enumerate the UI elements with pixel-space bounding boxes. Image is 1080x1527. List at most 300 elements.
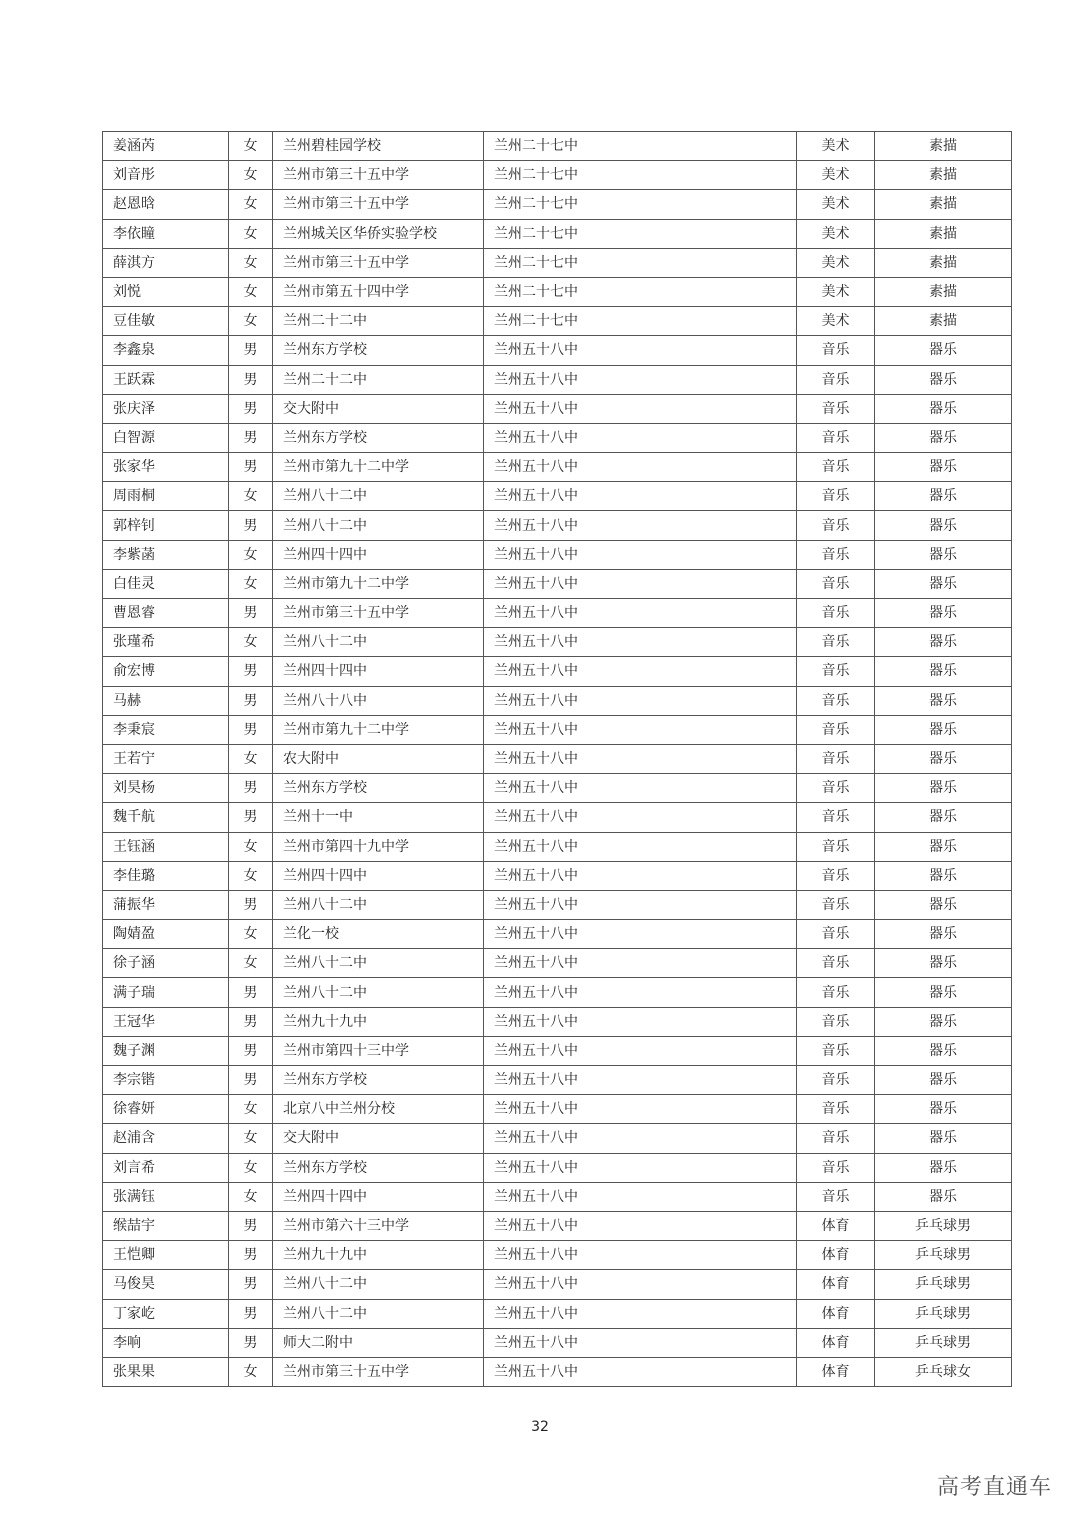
subject-cell: 音乐 [797, 1095, 875, 1124]
admitted-school-cell: 兰州二十七中 [484, 190, 797, 219]
gender-cell: 女 [229, 540, 273, 569]
gender-cell: 男 [229, 686, 273, 715]
table-row [103, 365, 1012, 394]
subject-cell: 音乐 [797, 511, 875, 540]
specialty-cell: 器乐 [875, 569, 1012, 598]
subject-cell: 音乐 [797, 540, 875, 569]
table-row [103, 832, 1012, 861]
admitted-school-cell: 兰州五十八中 [484, 482, 797, 511]
gender-cell: 男 [229, 336, 273, 365]
gender-cell: 男 [229, 1270, 273, 1299]
admitted-school-cell: 兰州五十八中 [484, 423, 797, 452]
table-row [103, 949, 1012, 978]
origin-school-cell: 兰州二十二中 [273, 307, 484, 336]
specialty-cell: 器乐 [875, 774, 1012, 803]
gender-cell: 男 [229, 1066, 273, 1095]
gender-cell: 男 [229, 1211, 273, 1240]
admitted-school-cell: 兰州五十八中 [484, 1036, 797, 1065]
subject-cell: 音乐 [797, 1066, 875, 1095]
gender-cell: 女 [229, 307, 273, 336]
table-row [103, 394, 1012, 423]
name-cell: 豆佳敏 [103, 307, 229, 336]
subject-cell: 音乐 [797, 949, 875, 978]
admitted-school-cell: 兰州五十八中 [484, 1095, 797, 1124]
origin-school-cell: 兰州四十四中 [273, 657, 484, 686]
subject-cell: 美术 [797, 161, 875, 190]
subject-cell: 音乐 [797, 599, 875, 628]
subject-cell: 音乐 [797, 1182, 875, 1211]
name-cell: 曹恩睿 [103, 599, 229, 628]
table-row [103, 657, 1012, 686]
name-cell: 陶婧盈 [103, 920, 229, 949]
origin-school-cell: 兰州八十二中 [273, 628, 484, 657]
gender-cell: 男 [229, 599, 273, 628]
specialty-cell: 器乐 [875, 1153, 1012, 1182]
table-row [103, 1095, 1012, 1124]
gender-cell: 女 [229, 1153, 273, 1182]
specialty-cell: 器乐 [875, 423, 1012, 452]
specialty-cell: 器乐 [875, 365, 1012, 394]
gender-cell: 女 [229, 248, 273, 277]
admitted-school-cell: 兰州五十八中 [484, 978, 797, 1007]
name-cell: 王冠华 [103, 1007, 229, 1036]
table-row [103, 715, 1012, 744]
origin-school-cell: 兰州八十二中 [273, 1270, 484, 1299]
admitted-school-cell: 兰州五十八中 [484, 599, 797, 628]
table-row [103, 1328, 1012, 1357]
name-cell: 白智源 [103, 423, 229, 452]
subject-cell: 音乐 [797, 569, 875, 598]
origin-school-cell: 兰州东方学校 [273, 1066, 484, 1095]
subject-cell: 音乐 [797, 861, 875, 890]
table-row [103, 423, 1012, 452]
subject-cell: 体育 [797, 1270, 875, 1299]
subject-cell: 音乐 [797, 453, 875, 482]
gender-cell: 男 [229, 803, 273, 832]
admitted-school-cell: 兰州五十八中 [484, 1241, 797, 1270]
name-cell: 赵浦含 [103, 1124, 229, 1153]
admitted-school-cell: 兰州五十八中 [484, 1211, 797, 1240]
name-cell: 薛淇方 [103, 248, 229, 277]
specialty-cell: 器乐 [875, 394, 1012, 423]
gender-cell: 女 [229, 190, 273, 219]
gender-cell: 女 [229, 1182, 273, 1211]
table-row [103, 1036, 1012, 1065]
gender-cell: 女 [229, 277, 273, 306]
specialty-cell: 器乐 [875, 482, 1012, 511]
subject-cell: 音乐 [797, 890, 875, 919]
subject-cell: 音乐 [797, 832, 875, 861]
subject-cell: 音乐 [797, 715, 875, 744]
subject-cell: 音乐 [797, 365, 875, 394]
gender-cell: 女 [229, 1124, 273, 1153]
origin-school-cell: 兰州市第四十三中学 [273, 1036, 484, 1065]
specialty-cell: 乒乓球女 [875, 1357, 1012, 1386]
gender-cell: 女 [229, 161, 273, 190]
gender-cell: 女 [229, 628, 273, 657]
admitted-school-cell: 兰州五十八中 [484, 394, 797, 423]
specialty-cell: 器乐 [875, 1007, 1012, 1036]
table-row [103, 978, 1012, 1007]
subject-cell: 音乐 [797, 1124, 875, 1153]
admitted-school-cell: 兰州五十八中 [484, 657, 797, 686]
gender-cell: 女 [229, 482, 273, 511]
origin-school-cell: 兰州东方学校 [273, 774, 484, 803]
admitted-school-cell: 兰州五十八中 [484, 1007, 797, 1036]
origin-school-cell: 兰州市第四十九中学 [273, 832, 484, 861]
gender-cell: 男 [229, 1299, 273, 1328]
specialty-cell: 乒乓球男 [875, 1270, 1012, 1299]
subject-cell: 美术 [797, 248, 875, 277]
name-cell: 张满钰 [103, 1182, 229, 1211]
name-cell: 刘悦 [103, 277, 229, 306]
specialty-cell: 器乐 [875, 803, 1012, 832]
origin-school-cell: 兰州四十四中 [273, 861, 484, 890]
specialty-cell: 器乐 [875, 599, 1012, 628]
table-row [103, 277, 1012, 306]
watermark-text: 高考直通车 [936, 1475, 1052, 1500]
admitted-school-cell: 兰州五十八中 [484, 890, 797, 919]
specialty-cell: 素描 [875, 277, 1012, 306]
subject-cell: 音乐 [797, 774, 875, 803]
table-row [103, 1066, 1012, 1095]
specialty-cell: 器乐 [875, 511, 1012, 540]
gender-cell: 女 [229, 1095, 273, 1124]
name-cell: 白佳灵 [103, 569, 229, 598]
specialty-cell: 乒乓球男 [875, 1241, 1012, 1270]
admitted-school-cell: 兰州五十八中 [484, 1357, 797, 1386]
origin-school-cell: 兰州八十二中 [273, 890, 484, 919]
origin-school-cell: 兰州八十二中 [273, 978, 484, 1007]
admitted-school-cell: 兰州五十八中 [484, 686, 797, 715]
name-cell: 李宗锴 [103, 1066, 229, 1095]
gender-cell: 男 [229, 657, 273, 686]
origin-school-cell: 兰州市第五十四中学 [273, 277, 484, 306]
table-row [103, 1124, 1012, 1153]
admitted-school-cell: 兰州五十八中 [484, 1066, 797, 1095]
gender-cell: 男 [229, 978, 273, 1007]
origin-school-cell: 兰化一校 [273, 920, 484, 949]
table-row [103, 774, 1012, 803]
specialty-cell: 器乐 [875, 949, 1012, 978]
origin-school-cell: 兰州市第九十二中学 [273, 715, 484, 744]
gender-cell: 男 [229, 423, 273, 452]
origin-school-cell: 兰州四十四中 [273, 540, 484, 569]
admitted-school-cell: 兰州五十八中 [484, 365, 797, 394]
origin-school-cell: 北京八中兰州分校 [273, 1095, 484, 1124]
specialty-cell: 乒乓球男 [875, 1328, 1012, 1357]
admitted-school-cell: 兰州五十八中 [484, 861, 797, 890]
admitted-school-cell: 兰州五十八中 [484, 1153, 797, 1182]
subject-cell: 体育 [797, 1299, 875, 1328]
admitted-school-cell: 兰州五十八中 [484, 920, 797, 949]
name-cell: 李秉宸 [103, 715, 229, 744]
table-row [103, 307, 1012, 336]
gender-cell: 男 [229, 511, 273, 540]
name-cell: 马俊昊 [103, 1270, 229, 1299]
admitted-school-cell: 兰州五十八中 [484, 628, 797, 657]
gender-cell: 男 [229, 890, 273, 919]
name-cell: 缑喆宇 [103, 1211, 229, 1240]
admitted-school-cell: 兰州二十七中 [484, 248, 797, 277]
subject-cell: 音乐 [797, 482, 875, 511]
table-row [103, 920, 1012, 949]
admitted-school-cell: 兰州五十八中 [484, 569, 797, 598]
name-cell: 刘音彤 [103, 161, 229, 190]
gender-cell: 女 [229, 1357, 273, 1386]
origin-school-cell: 兰州四十四中 [273, 1182, 484, 1211]
origin-school-cell: 兰州八十八中 [273, 686, 484, 715]
subject-cell: 音乐 [797, 1153, 875, 1182]
admitted-school-cell: 兰州五十八中 [484, 1182, 797, 1211]
admitted-school-cell: 兰州五十八中 [484, 1328, 797, 1357]
page-number: 32 [531, 1419, 549, 1435]
specialty-cell: 素描 [875, 307, 1012, 336]
gender-cell: 女 [229, 744, 273, 773]
name-cell: 李响 [103, 1328, 229, 1357]
origin-school-cell: 兰州市第三十五中学 [273, 599, 484, 628]
subject-cell: 美术 [797, 190, 875, 219]
subject-cell: 音乐 [797, 920, 875, 949]
origin-school-cell: 兰州八十二中 [273, 511, 484, 540]
specialty-cell: 器乐 [875, 832, 1012, 861]
admitted-school-cell: 兰州二十七中 [484, 307, 797, 336]
subject-cell: 音乐 [797, 803, 875, 832]
name-cell: 张庆泽 [103, 394, 229, 423]
origin-school-cell: 兰州八十二中 [273, 482, 484, 511]
admitted-school-cell: 兰州五十八中 [484, 774, 797, 803]
name-cell: 张果果 [103, 1357, 229, 1386]
subject-cell: 音乐 [797, 394, 875, 423]
origin-school-cell: 兰州东方学校 [273, 423, 484, 452]
subject-cell: 音乐 [797, 978, 875, 1007]
admitted-school-cell: 兰州五十八中 [484, 540, 797, 569]
roster-table-body [103, 132, 1012, 1387]
admitted-school-cell: 兰州五十八中 [484, 715, 797, 744]
origin-school-cell: 兰州市第三十五中学 [273, 248, 484, 277]
name-cell: 王恺卿 [103, 1241, 229, 1270]
origin-school-cell: 兰州市第九十二中学 [273, 453, 484, 482]
admitted-school-cell: 兰州五十八中 [484, 453, 797, 482]
table-row [103, 861, 1012, 890]
origin-school-cell: 兰州二十二中 [273, 365, 484, 394]
subject-cell: 音乐 [797, 1036, 875, 1065]
subject-cell: 美术 [797, 219, 875, 248]
origin-school-cell: 兰州东方学校 [273, 336, 484, 365]
gender-cell: 男 [229, 774, 273, 803]
gender-cell: 男 [229, 365, 273, 394]
name-cell: 李鑫泉 [103, 336, 229, 365]
subject-cell: 音乐 [797, 686, 875, 715]
gender-cell: 男 [229, 1328, 273, 1357]
gender-cell: 女 [229, 132, 273, 161]
name-cell: 王若宁 [103, 744, 229, 773]
specialty-cell: 器乐 [875, 453, 1012, 482]
table-row [103, 1270, 1012, 1299]
admitted-school-cell: 兰州二十七中 [484, 219, 797, 248]
subject-cell: 体育 [797, 1357, 875, 1386]
specialty-cell: 器乐 [875, 861, 1012, 890]
name-cell: 蒲振华 [103, 890, 229, 919]
name-cell: 魏千航 [103, 803, 229, 832]
name-cell: 周雨桐 [103, 482, 229, 511]
specialty-cell: 器乐 [875, 540, 1012, 569]
origin-school-cell: 兰州八十二中 [273, 949, 484, 978]
name-cell: 张家华 [103, 453, 229, 482]
table-row [103, 219, 1012, 248]
origin-school-cell: 兰州十一中 [273, 803, 484, 832]
admitted-school-cell: 兰州五十八中 [484, 1299, 797, 1328]
admitted-school-cell: 兰州五十八中 [484, 803, 797, 832]
table-row [103, 1357, 1012, 1386]
table-row [103, 1241, 1012, 1270]
admitted-school-cell: 兰州五十八中 [484, 336, 797, 365]
table-row [103, 1211, 1012, 1240]
name-cell: 徐子涵 [103, 949, 229, 978]
name-cell: 魏子渊 [103, 1036, 229, 1065]
name-cell: 马赫 [103, 686, 229, 715]
table-row [103, 161, 1012, 190]
specialty-cell: 素描 [875, 161, 1012, 190]
name-cell: 赵恩晗 [103, 190, 229, 219]
gender-cell: 男 [229, 453, 273, 482]
subject-cell: 音乐 [797, 423, 875, 452]
table-row [103, 1299, 1012, 1328]
origin-school-cell: 交大附中 [273, 394, 484, 423]
specialty-cell: 器乐 [875, 744, 1012, 773]
specialty-cell: 器乐 [875, 336, 1012, 365]
table-row [103, 686, 1012, 715]
subject-cell: 音乐 [797, 628, 875, 657]
name-cell: 李佳璐 [103, 861, 229, 890]
table-row [103, 453, 1012, 482]
table-row [103, 803, 1012, 832]
specialty-cell: 乒乓球男 [875, 1299, 1012, 1328]
name-cell: 满子瑞 [103, 978, 229, 1007]
gender-cell: 女 [229, 569, 273, 598]
table-row [103, 599, 1012, 628]
specialty-cell: 器乐 [875, 715, 1012, 744]
table-row [103, 1182, 1012, 1211]
gender-cell: 男 [229, 1036, 273, 1065]
origin-school-cell: 兰州碧桂园学校 [273, 132, 484, 161]
table-row [103, 482, 1012, 511]
specialty-cell: 器乐 [875, 920, 1012, 949]
specialty-cell: 器乐 [875, 978, 1012, 1007]
name-cell: 丁家屹 [103, 1299, 229, 1328]
origin-school-cell: 兰州九十九中 [273, 1007, 484, 1036]
origin-school-cell: 师大二附中 [273, 1328, 484, 1357]
gender-cell: 男 [229, 394, 273, 423]
admitted-school-cell: 兰州二十七中 [484, 161, 797, 190]
table-row [103, 132, 1012, 161]
table-row [103, 336, 1012, 365]
name-cell: 李紫菡 [103, 540, 229, 569]
origin-school-cell: 兰州城关区华侨实验学校 [273, 219, 484, 248]
origin-school-cell: 兰州市第九十二中学 [273, 569, 484, 598]
specialty-cell: 器乐 [875, 1036, 1012, 1065]
specialty-cell: 素描 [875, 219, 1012, 248]
specialty-cell: 器乐 [875, 628, 1012, 657]
admitted-school-cell: 兰州五十八中 [484, 511, 797, 540]
table-row [103, 248, 1012, 277]
specialty-cell: 器乐 [875, 1066, 1012, 1095]
subject-cell: 体育 [797, 1328, 875, 1357]
admitted-school-cell: 兰州五十八中 [484, 744, 797, 773]
gender-cell: 男 [229, 715, 273, 744]
gender-cell: 女 [229, 861, 273, 890]
specialty-cell: 器乐 [875, 657, 1012, 686]
admitted-school-cell: 兰州二十七中 [484, 132, 797, 161]
specialty-cell: 器乐 [875, 1182, 1012, 1211]
specialty-cell: 素描 [875, 190, 1012, 219]
specialty-cell: 素描 [875, 248, 1012, 277]
subject-cell: 音乐 [797, 744, 875, 773]
admitted-school-cell: 兰州五十八中 [484, 1124, 797, 1153]
name-cell: 张瑾希 [103, 628, 229, 657]
subject-cell: 体育 [797, 1241, 875, 1270]
table-row [103, 628, 1012, 657]
table-row [103, 569, 1012, 598]
origin-school-cell: 兰州八十二中 [273, 1299, 484, 1328]
gender-cell: 女 [229, 219, 273, 248]
admitted-school-cell: 兰州五十八中 [484, 1270, 797, 1299]
gender-cell: 男 [229, 1241, 273, 1270]
gender-cell: 男 [229, 1007, 273, 1036]
name-cell: 郭梓钊 [103, 511, 229, 540]
table-row [103, 540, 1012, 569]
table-row [103, 190, 1012, 219]
admission-roster-table [102, 131, 1012, 1387]
table-row [103, 511, 1012, 540]
subject-cell: 音乐 [797, 336, 875, 365]
gender-cell: 女 [229, 949, 273, 978]
name-cell: 徐睿妍 [103, 1095, 229, 1124]
table-row [103, 890, 1012, 919]
specialty-cell: 器乐 [875, 686, 1012, 715]
table-row [103, 1153, 1012, 1182]
origin-school-cell: 兰州东方学校 [273, 1153, 484, 1182]
origin-school-cell: 兰州市第三十五中学 [273, 1357, 484, 1386]
name-cell: 王钰涵 [103, 832, 229, 861]
origin-school-cell: 农大附中 [273, 744, 484, 773]
subject-cell: 音乐 [797, 657, 875, 686]
gender-cell: 女 [229, 920, 273, 949]
name-cell: 王跃霖 [103, 365, 229, 394]
subject-cell: 美术 [797, 307, 875, 336]
origin-school-cell: 兰州市第三十五中学 [273, 190, 484, 219]
name-cell: 俞宏博 [103, 657, 229, 686]
name-cell: 姜涵芮 [103, 132, 229, 161]
specialty-cell: 乒乓球男 [875, 1211, 1012, 1240]
specialty-cell: 器乐 [875, 1124, 1012, 1153]
name-cell: 刘昊杨 [103, 774, 229, 803]
specialty-cell: 器乐 [875, 890, 1012, 919]
subject-cell: 体育 [797, 1211, 875, 1240]
origin-school-cell: 交大附中 [273, 1124, 484, 1153]
origin-school-cell: 兰州九十九中 [273, 1241, 484, 1270]
specialty-cell: 器乐 [875, 1095, 1012, 1124]
table-row [103, 1007, 1012, 1036]
name-cell: 刘言希 [103, 1153, 229, 1182]
admitted-school-cell: 兰州二十七中 [484, 277, 797, 306]
subject-cell: 美术 [797, 277, 875, 306]
admitted-school-cell: 兰州五十八中 [484, 832, 797, 861]
name-cell: 李依瞳 [103, 219, 229, 248]
origin-school-cell: 兰州市第三十五中学 [273, 161, 484, 190]
origin-school-cell: 兰州市第六十三中学 [273, 1211, 484, 1240]
table-row [103, 744, 1012, 773]
